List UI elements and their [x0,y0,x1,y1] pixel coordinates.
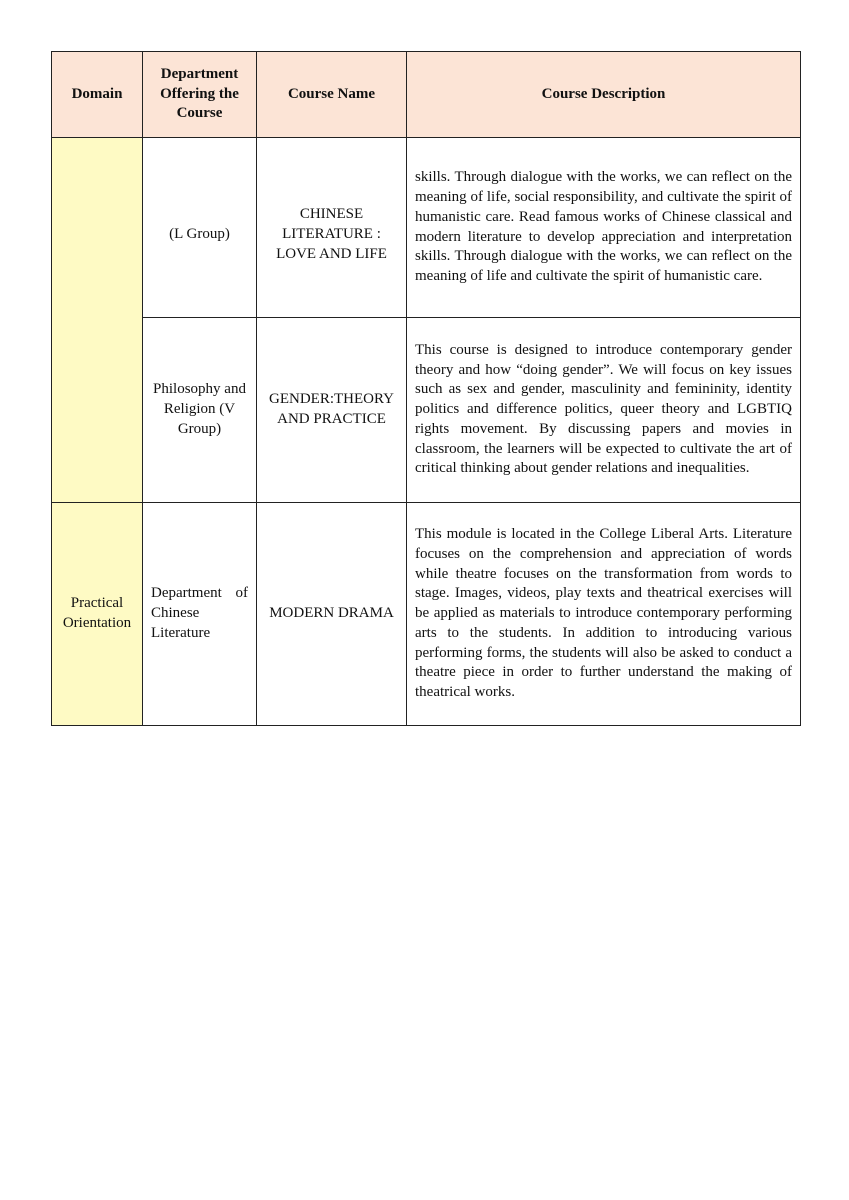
table-row [52,503,801,726]
department-cell [143,503,257,726]
department-cell: Philosophy and Religion (V Group) [143,318,257,503]
course-table [51,51,801,726]
course-name-cell: CHINESE LITERATURE : LOVE AND LIFE [257,138,407,318]
department-cell: (L Group) [143,138,257,318]
table-header-row [52,52,801,138]
header-course-name: Course Name [257,52,407,138]
description-cell: This module is located in the College Liberal Arts. Literature focuses on the comprehension and appreciation of words while theatre focuses on the transformation from words to stage. Images, videos, play texts and theatrical exercises will be applied as materials to introduce contemporary performing arts to the students. In addition to introducing various performing forms, the students will also be asked to conduct a theatre piece in order to further understand the making of theatrical works. [407,503,801,726]
header-domain: Domain [52,52,143,138]
domain-cell: Practical Orientation [52,503,143,726]
department-text: Department of Chinese Literature [151,585,248,641]
course-name-cell: MODERN DRAMA [257,503,407,726]
description-cell: This course is designed to introduce contemporary gender theory and how “doing gender”. We will focus on key issues such as sex and gender, masculinity and femininity, identity politics and difference politics, queer theory and LGBTIQ rights movement. By discussing papers and movies in classroom, the learners will be expected to cultivate the art of critical thinking about gender relations and inequalities. [407,318,801,503]
domain-cell [52,138,143,503]
header-description: Course Description [407,52,801,138]
description-cell: skills. Through dialogue with the works, we can reflect on the meaning of life, social responsibility, and cultivate the spirit of humanistic care. Read famous works of Chinese classical and modern literature to develop appreciation and interpretation skills. Through dialogue with the works, we can reflect on the meaning of life and cultivate the spirit of humanistic care. [407,138,801,318]
course-name-cell: GENDER:THEORY AND PRACTICE [257,318,407,503]
header-department: Department Offering the Course [143,52,257,138]
table-row [52,138,801,318]
table-row [52,318,801,503]
